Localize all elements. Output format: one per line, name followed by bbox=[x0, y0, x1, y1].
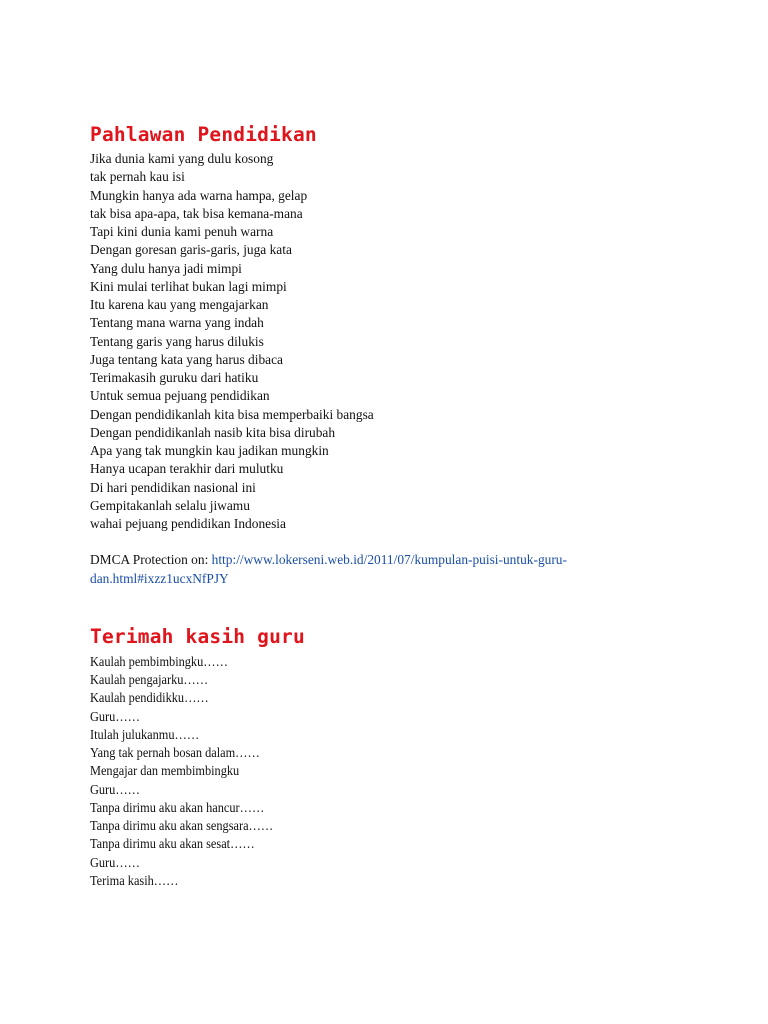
poem-line: Jika dunia kami yang dulu kosong bbox=[90, 151, 274, 166]
poem-line: Tanpa dirimu aku akan hancur…… bbox=[90, 799, 265, 815]
poem-line: Apa yang tak mungkin kau jadikan mungkin bbox=[90, 443, 329, 458]
document-content bbox=[90, 124, 710, 890]
poem-line: Yang tak pernah bosan dalam…… bbox=[90, 745, 260, 760]
source-link[interactable]: http://www.lokerseni.web.id/2011/07/kumpulan-puisi-untuk-guru- bbox=[211, 552, 567, 568]
poem-line: Kini mulai terlihat bukan lagi mimpi bbox=[90, 278, 287, 294]
poem-line: Yang dulu hanya jadi mimpi bbox=[90, 260, 242, 276]
poem-line: tak pernah kau isi bbox=[90, 169, 185, 185]
poem-line: Dengan pendidikanlah kita bisa memperbaiki bangsa bbox=[90, 406, 374, 422]
poem-line: Kaulah pendidikku…… bbox=[90, 690, 209, 706]
poem-line: Juga tentang kata yang harus dibaca bbox=[90, 351, 283, 367]
poem-line: tak bisa apa-apa, tak bisa kemana-mana bbox=[90, 205, 303, 221]
poem-line: Terimakasih guruku dari hatiku bbox=[90, 370, 259, 385]
poem-line: Di hari pendidikan nasional ini bbox=[90, 479, 256, 495]
poem-line: Untuk semua pejuang pendidikan bbox=[90, 388, 270, 404]
source-link-continued[interactable]: dan.html#ixzz1ucxNfPJY bbox=[90, 570, 229, 586]
poem-line: wahai pejuang pendidikan Indonesia bbox=[90, 516, 286, 531]
dmca-label: DMCA Protection on: bbox=[90, 552, 212, 568]
dmca-notice bbox=[90, 551, 710, 588]
poem-line: Itulah julukanmu…… bbox=[90, 726, 200, 742]
poem-line: Terima kasih…… bbox=[90, 872, 179, 888]
poem-line: Mengajar dan membimbingku bbox=[90, 763, 240, 779]
poem-title-terimah-kasih-guru: Terimah kasih guru bbox=[90, 624, 305, 648]
poem-line: Tanpa dirimu aku akan sesat…… bbox=[90, 836, 255, 852]
poem-line: Tanpa dirimu aku akan sengsara…… bbox=[90, 818, 274, 833]
poem-line: Tentang mana warna yang indah bbox=[90, 315, 264, 331]
poem-line: Kaulah pengajarku…… bbox=[90, 672, 209, 687]
poem-line: Guru…… bbox=[90, 708, 140, 724]
poem-line: Tapi kini dunia kami penuh warna bbox=[90, 224, 274, 239]
poem-line: Itu karena kau yang mengajarkan bbox=[90, 297, 269, 312]
poem-title-pahlawan-pendidikan: Pahlawan Pendidikan bbox=[90, 123, 317, 146]
poem-body-terimah-kasih-guru bbox=[90, 653, 710, 890]
poem-line: Kaulah pembimbingku…… bbox=[90, 653, 228, 669]
poem-line: Dengan pendidikanlah nasib kita bisa dirubah bbox=[90, 424, 336, 440]
poem-line: Gempitakanlah selalu jiwamu bbox=[90, 497, 250, 513]
poem-line: Hanya ucapan terakhir dari mulutku bbox=[90, 461, 284, 477]
poem-line: Guru…… bbox=[90, 854, 140, 870]
poem-line: Guru…… bbox=[90, 781, 140, 797]
poem-line: Mungkin hanya ada warna hampa, gelap bbox=[90, 187, 308, 203]
poem-line: Tentang garis yang harus dilukis bbox=[90, 333, 264, 349]
poem-body-pahlawan-pendidikan bbox=[90, 150, 710, 533]
poem-line: Dengan goresan garis-garis, juga kata bbox=[90, 242, 292, 258]
